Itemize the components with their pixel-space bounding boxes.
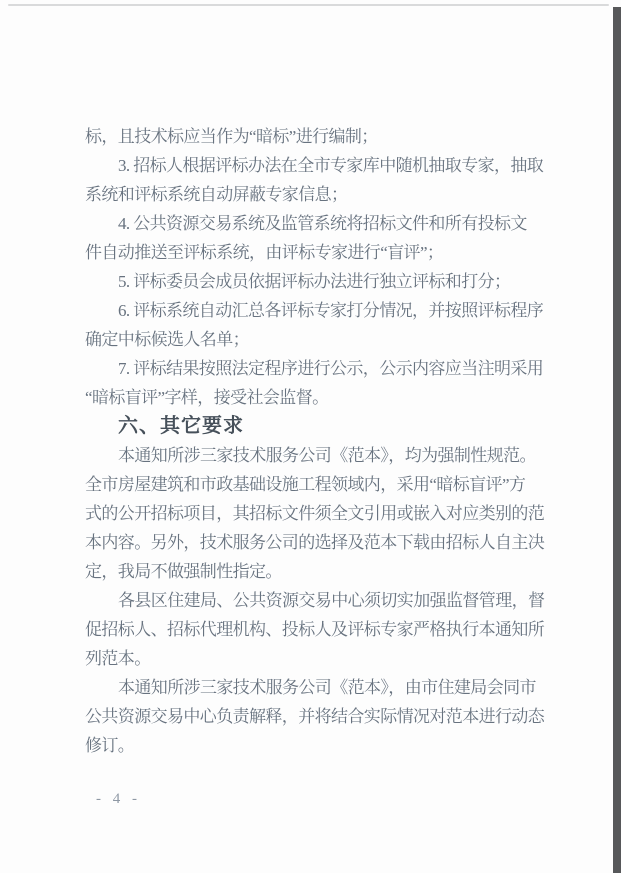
document-body	[85, 122, 555, 760]
text-line: 公共资源交易中心负责解释，并将结合实际情况对范本进行动态	[85, 707, 545, 726]
text-line: 标，且技术标应当作为“暗标”进行编制；	[85, 127, 378, 146]
text-line: 6. 评标系统自动汇总各评标专家打分情况，并按照评标程序	[118, 301, 544, 320]
text-line: 5. 评标委员会成员依据评标办法进行独立评标和打分；	[118, 272, 511, 291]
text-line: 修订。	[85, 736, 135, 755]
section-heading: 六、其它要求	[118, 415, 244, 437]
scan-edge-right	[613, 7, 621, 873]
text-line: 各县区住建局、公共资源交易中心须切实加强监督管理，督	[118, 591, 545, 610]
text-line: 件自动推送至评标系统，由评标专家进行“盲评”；	[85, 243, 444, 262]
text-line: 本通知所涉三家技术服务公司《范本》，均为强制性规范。	[118, 446, 536, 465]
text-line: 全市房屋建筑和市政基础设施工程领域内，采用“暗标盲评”方	[85, 475, 526, 494]
text-line: 3. 招标人根据评标办法在全市专家库中随机抽取专家，抽取	[118, 156, 544, 175]
page-number: - 4 -	[96, 791, 141, 807]
text-line: 定，我局不做强制性指定。	[85, 562, 282, 581]
text-line: 列范本。	[85, 649, 151, 668]
text-line: 促招标人、招标代理机构、投标人及评标专家严格执行本通知所	[85, 620, 545, 639]
text-line: 确定中标候选人名单；	[85, 330, 249, 349]
scan-edge-top	[8, 4, 609, 6]
text-line: 式的公开招标项目，其招标文件须全文引用或嵌入对应类别的范	[85, 504, 545, 523]
text-line: 本内容。另外，技术服务公司的选择及范本下载由招标人自主决	[85, 533, 545, 552]
text-line: “暗标盲评”字样，接受社会监督。	[85, 388, 329, 407]
text-line: 系统和评标系统自动屏蔽专家信息；	[85, 185, 348, 204]
text-line: 4. 公共资源交易系统及监管系统将招标文件和所有投标文	[118, 214, 527, 233]
text-line: 本通知所涉三家技术服务公司《范本》，由市住建局会同市	[118, 678, 536, 697]
text-line: 7. 评标结果按照法定程序进行公示，公示内容应当注明采用	[118, 359, 544, 378]
